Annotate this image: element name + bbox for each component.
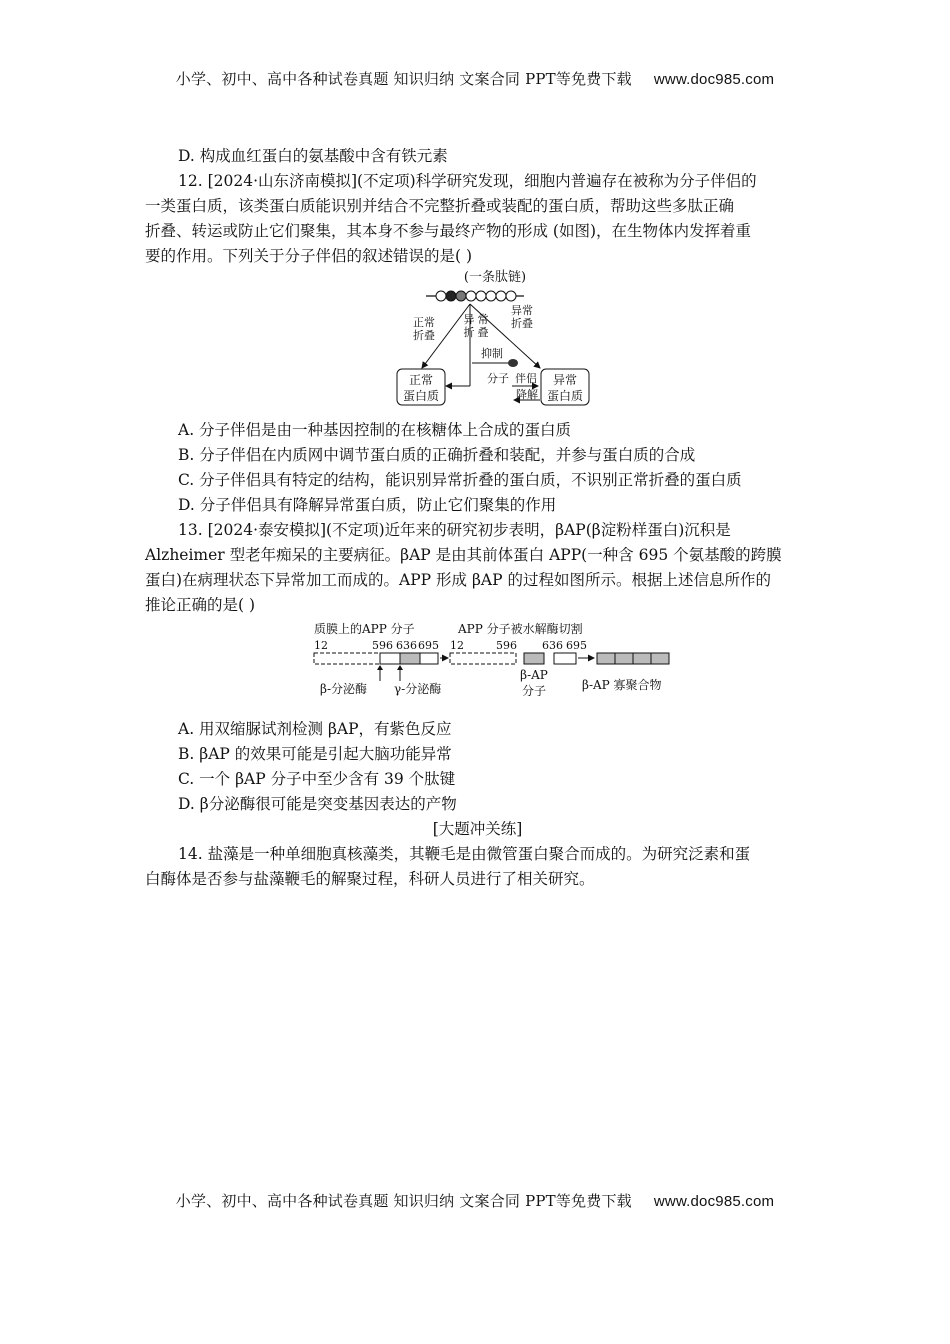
num-right-12: 12 (450, 639, 464, 652)
q13-stem-1: 13. [2024·泰安模拟](不定项)近年来的研究初步表明，βAP(β淀粉样蛋白)沉积是 (178, 521, 731, 539)
num-left-12: 12 (314, 639, 328, 652)
q12-option-d[interactable]: D. 分子伴侣具有降解异常蛋白质，防止它们聚集的作用 (178, 496, 557, 514)
q13-option-c[interactable]: C. 一个 βAP 分子中至少含有 39 个肽键 (178, 770, 456, 788)
residue-5 (476, 291, 486, 301)
q13-option-a[interactable]: A. 用双缩脲试剂检测 βAP，有紫色反应 (178, 720, 452, 738)
label-chaperone-1: 分子 (487, 372, 509, 385)
num-right-596: 596 (496, 639, 517, 652)
label-abnormal-b1: 常 (477, 313, 489, 326)
label-beta-ap-2: 分子 (521, 684, 547, 698)
footer-text: 小学、初中、高中各种试卷真题 知识归纳 文案合同 PPT等免费下载 (175, 1192, 632, 1210)
gamma-cut-head (397, 665, 403, 670)
title-right: APP 分子被水解酶切割 (458, 622, 583, 636)
label-degrade: 降解 (516, 388, 538, 401)
fragment-beta-ap (524, 653, 544, 664)
beta-cut-head (377, 665, 383, 670)
page-footer (0, 1190, 950, 1211)
page-header (0, 68, 950, 89)
label-abnormal-b2: 叠 (477, 326, 489, 339)
q14-stem-1: 14. 盐藻是一种单细胞真核藻类，其鞭毛是由微管蛋白聚合而成的。为研究泛素和蛋 (178, 845, 751, 863)
chaperone-icon (508, 359, 518, 367)
residue-6 (486, 291, 496, 301)
q12-stem-1: 12. [2024·山东济南模拟](不定项)科学研究发现，细胞内普遍存在被称为分子伴侣的 (178, 172, 757, 190)
residue-4 (466, 291, 476, 301)
label-abnormal-a2: 折 (463, 326, 475, 339)
normal-protein-1: 正常 (408, 373, 434, 387)
q12-stem-4: 要的作用。下列关于分子伴侣的叙述错误的是( ) (145, 247, 473, 265)
app-segment-2 (380, 653, 400, 664)
title-left: 质膜上的APP 分子 (314, 622, 415, 636)
label-abnormal-a1: 异 (463, 313, 475, 326)
q12-option-b[interactable]: B. 分子伴侣在内质网中调节蛋白质的正确折叠和装配，并参与蛋白质的合成 (178, 446, 696, 464)
normal-protein-2: 蛋白质 (402, 389, 440, 403)
q13-stem-2: Alzheimer 型老年痴呆的主要病征。βAP 是由其前体蛋白 APP(一种含 695 个氨基酸的跨膜 (145, 546, 782, 564)
q13-option-b[interactable]: B. βAP 的效果可能是引起大脑功能异常 (178, 745, 452, 763)
num-left-596: 596 (372, 639, 393, 652)
q13-figure (310, 619, 680, 705)
fragment-3 (554, 653, 576, 664)
label-abnormal-fold-2: 折叠 (511, 317, 533, 330)
q13-option-d[interactable]: D. β分泌酶很可能是突变基因表达的产物 (178, 795, 457, 813)
num-right-695: 695 (566, 639, 587, 652)
label-normal-fold-2: 折叠 (413, 329, 435, 342)
q12-option-c[interactable]: C. 分子伴侣具有特定的结构，能识别异常折叠的蛋白质，不识别正常折叠的蛋白质 (178, 471, 742, 489)
oligomer-1 (597, 653, 615, 664)
residue-8 (506, 291, 516, 301)
num-right-636: 636 (542, 639, 563, 652)
q13-stem-3: 蛋白)在病理状态下异常加工而成的。APP 形成 βAP 的过程如图所示。根据上述信息所作的 (145, 571, 771, 589)
chain-label: (一条肽链) (463, 270, 527, 285)
q13-stem-4: 推论正确的是( ) (145, 596, 256, 614)
oligomer-3 (633, 653, 651, 664)
header-text: 小学、初中、高中各种试卷真题 知识归纳 文案合同 PPT等免费下载 (175, 70, 632, 88)
q12-stem-2: 一类蛋白质，该类蛋白质能识别并结合不完整折叠或装配的蛋白质，帮助这些多肽正确 (145, 197, 735, 215)
header-url[interactable]: www.doc985.com (653, 71, 775, 88)
abnormal-protein-2: 蛋白质 (546, 389, 584, 403)
label-beta-ap-1: β-AP (520, 668, 548, 682)
fragment-1 (450, 653, 516, 664)
label-oligomer: β-AP 寡聚合物 (582, 678, 662, 692)
section-title: [大题冲关练] (432, 820, 523, 838)
residue-7 (496, 291, 506, 301)
label-normal-fold-1: 正常 (413, 316, 435, 329)
app-segment-4 (420, 653, 438, 664)
app-segment-3 (400, 653, 420, 664)
oligomer-2 (615, 653, 633, 664)
q12-stem-3: 折叠、转运或防止它们聚集，其本身不参与最终产物的形成 (如图)，在生物体内发挥着重 (145, 222, 752, 240)
oligomer-4 (651, 653, 669, 664)
q12-option-a[interactable]: A. 分子伴侣是由一种基因控制的在核糖体上合成的蛋白质 (178, 421, 572, 439)
q14-stem-2: 白酶体是否参与盐藻鞭毛的解聚过程，科研人员进行了相关研究。 (145, 870, 595, 888)
label-chaperone-2: 伴侣 (515, 372, 537, 385)
label-inhibit: 抑制 (481, 347, 503, 360)
label-abnormal-fold-1: 异常 (511, 304, 533, 317)
residue-2 (446, 291, 456, 301)
residue-1 (436, 291, 446, 301)
q12-figure (380, 266, 610, 412)
q11-option-d: D. 构成血红蛋白的氨基酸中含有铁元素 (178, 147, 448, 165)
footer-url[interactable]: www.doc985.com (653, 1193, 775, 1210)
label-gamma-enzyme: γ-分泌酶 (394, 682, 442, 696)
abnormal-protein-1: 异常 (552, 373, 578, 387)
residue-3 (456, 291, 466, 301)
app-segment-1 (314, 653, 380, 664)
label-beta-enzyme: β-分泌酶 (320, 682, 367, 696)
num-left-636: 636 (396, 639, 417, 652)
num-left-695: 695 (418, 639, 439, 652)
